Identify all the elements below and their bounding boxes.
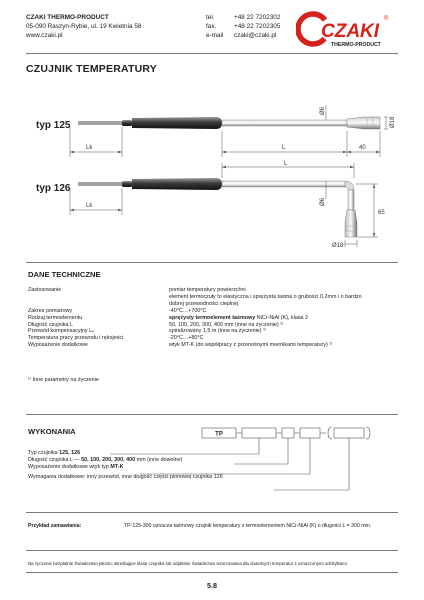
logo-subtitle: THERMO-PRODUCT [331, 42, 381, 48]
spec-row: dobrej przewodności cieplnej [169, 300, 239, 307]
section-title-specs: DANE TECHNICZNE [28, 270, 101, 279]
vertical-tube-126 [348, 190, 354, 210]
bracket-right [366, 427, 370, 439]
wykonania-line: Wymagania dodatkowe: inny przewód, inne długość części pionowej czujnika 126 [28, 474, 223, 481]
section-divider-2 [26, 414, 398, 415]
code-box-tp-label: TP [215, 431, 223, 438]
spec-row: Wyposażenie dodatkowe wtyk MT-K (do współpracy z przenośnymi miernikami temperatury) ¹⁾ [28, 342, 333, 349]
code-box-length [282, 428, 294, 438]
specs-table [28, 287, 398, 349]
cable-gland-125 [122, 120, 132, 126]
contact-row-email: e-mail czaki@czaki.pl [206, 32, 277, 39]
code-box-extra [334, 428, 364, 438]
dim-d18-126: Ø18 [332, 243, 344, 249]
order-example [28, 523, 400, 529]
wykonania-line: Typ czujnika 125, 126 [28, 450, 81, 456]
cable-gland-126 [122, 181, 132, 187]
section-title-wykonania: WYKONANIA [28, 427, 76, 436]
code-box-type [242, 428, 276, 438]
wykonania-list [28, 450, 223, 481]
typ125-label: typ 125 [36, 120, 71, 131]
header-divider [26, 53, 398, 54]
tube-126 [222, 181, 345, 187]
contact-row-tel: tel. +48 22 7202302 [206, 14, 281, 21]
wykonania-line: Długość czujnika L — 50, 100, 200, 300, 400 mm (inne dowolne) [28, 456, 183, 463]
page-number: 5.8 [207, 581, 217, 590]
probe-125 [78, 117, 380, 129]
company-info [26, 13, 141, 40]
dim-d6-125: Ø6 [320, 106, 326, 115]
bracket-left [328, 427, 332, 439]
spec-row: Zakres pomiarowy -40°C…+700°C [28, 307, 207, 314]
probe-126 [78, 178, 357, 237]
spec-row: Przewód kompensacyjny Lₖ spiralizowany 1,5 m (inne na życzenie) ¹⁾ [28, 328, 267, 335]
section-divider-3 [26, 512, 398, 513]
spec-row: Zastosowanie pomiar temperatury powierzchni [28, 287, 246, 293]
wykonania-line: Wyposażenie dodatkowe wtyk typ MT-K [28, 463, 124, 470]
dim-65-126: 65 [378, 210, 385, 216]
tip-125 [347, 117, 380, 129]
company-website[interactable]: www.czaki.pl [26, 32, 63, 39]
dim-d6-126: Ø6 [320, 197, 326, 206]
dim-40-125: 40 [359, 145, 366, 151]
certificate-note: Na życzenie bezpłatnie Świadectwo jakości określające klasę czujnika lub odpłatnie Świadectwo wzorcowania dla dowolnych temperatur z oznaczonymi odchyłkami [28, 561, 347, 566]
company-address: 05-090 Raszyn-Rybie, ul. 19 Kwietnia 58 [26, 23, 142, 30]
page-title: CZUJNIK TEMPERATURY [26, 63, 157, 75]
order-example-label: Przykład zamawiania: [28, 523, 82, 529]
dim-d18-125: Ø18 [390, 116, 396, 128]
section-divider-1 [26, 262, 398, 263]
contact-block [206, 13, 280, 40]
tube-125 [222, 120, 347, 126]
czaki-logo [296, 10, 394, 50]
typ126-label: typ 126 [36, 183, 71, 194]
handle-126 [132, 178, 222, 190]
dim-l-125: L [282, 145, 286, 151]
order-example-text: TP-125-300 oznacza taśmowy czujnik temperatury z termoelementem NiCr-NiAl (K) o długości L = 300 mm. [124, 523, 372, 529]
company-name: CZAKI THERMO-PRODUCT [26, 14, 109, 21]
section-divider-4 [26, 550, 398, 551]
logo-registered: ® [384, 16, 389, 22]
spec-row: element termoczuły to elastyczna i sprężysta taśma o grubości 0,2mm i o bardzo [169, 293, 362, 300]
dim-l-126: L [284, 161, 288, 167]
tip-126 [345, 210, 357, 237]
dimensions-125 [70, 105, 388, 157]
spec-row: Rodzaj termoelementu sprężysty termoelement taśmowy NiCr-NiAl (K), klasa 2 [28, 314, 309, 321]
dim-lk-126: Lk [86, 203, 93, 209]
handle-125 [132, 117, 222, 129]
dim-lk-125: Lk [86, 145, 93, 151]
code-box-option [300, 428, 320, 438]
dimensions-126 [70, 163, 378, 247]
footer-divider [26, 572, 398, 573]
contact-row-fax: fax. +48 22 7202305 [206, 23, 281, 30]
specs-footnote: ¹⁾ Inne parametry na życzenie [28, 377, 99, 383]
spec-row: Temperatura pracy przewodu i rękojeści -20°C…+80°C [28, 335, 204, 342]
logo-text: CZAKI [321, 21, 380, 42]
technical-drawing [26, 95, 406, 255]
spec-row: Długość czujnika L 50, 100, 200, 300, 400 mm (inne na życzenie) ¹⁾ [28, 321, 284, 328]
